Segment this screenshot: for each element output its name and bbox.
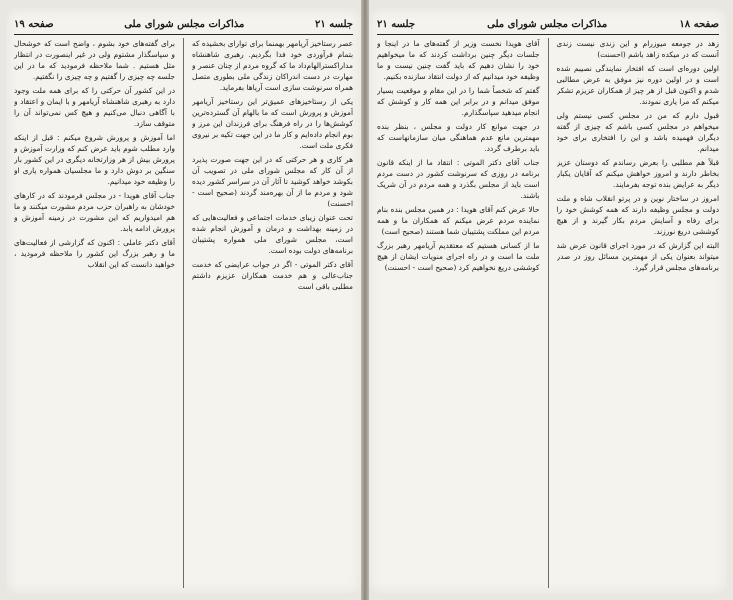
left-page-session: جلسه ۲۱ xyxy=(314,18,353,30)
paragraph: امروز در ساختار نوین و در پرتو انقلاب شاه و ملت دولت و مجلس وظیفه دارند که همه کوشش خود را برای رفاه و آسایش مردم بکار گیرند و از هیچ کوششی دریغ نورزند. xyxy=(556,194,719,236)
paragraph: تحت عنوان زیبای خدمات اجتماعی و فعالیت‌هایی که در زمینه بهداشت و درمان و آموزش انجام شده است، مجلس شورای ملی همواره پشتیبان برنامه‌های دولت بوده است. xyxy=(192,213,353,255)
paragraph: قبول دارم که من در مجلس کسی نیستم ولی میخواهم در مجلس کسی باشم که چیزی از گفته دیگران فهمیده باشد و این را افتخاری برای خود میدانم. xyxy=(556,111,719,153)
left-page-column-right xyxy=(192,38,353,588)
right-page-session: جلسه ۲۱ xyxy=(377,18,416,30)
paragraph: یکی از رستاخیزهای عمیق‌تر این رستاخیز آریامهر آموزش و پرورش است که ما بالهام آن گسترده‌ترین کوشش‌ها را در راه فرهنگ برای فرزندان این مرز و بوم انجام داده‌ایم و کار ما در این جهت تکیه بر نیروی فکری ملت است. xyxy=(192,97,353,150)
paragraph: جناب آقای دکتر الموتی : انتقاد ما از اینکه قانون برنامه در روزی که سرنوشت کشور در دست مردم است باید از مجلس بگذرد و همه مردم در آن شریک باشند. xyxy=(377,158,540,200)
paragraph: حالا عرض کنم آقای هویدا : در همین مجلس بنده بنام نماینده مردم عرض میکنم که همکاران ما و همه مردم این مملکت پشتیبان شما هستند (صحیح است) xyxy=(377,205,540,236)
paragraph: زهد در جومعه میوزرام و این زندی نیست زندی آنست که در میکده زاهد باشم (احسنت) xyxy=(556,39,719,59)
paragraph: گفتم که شخصاً شما را در این مقام و موقعیت بسیار موفق میدانم و در برابر این همه کار و کوشش که انجام میدهید سپاسگذارم. xyxy=(377,86,540,117)
left-page xyxy=(6,8,361,594)
left-page-header xyxy=(14,14,353,35)
left-page-columns xyxy=(14,38,353,588)
paragraph: قبلاً هم مطلبی را بعرض رساندم که دوستان عزیز بخاطر دارند و امروز خواهش میکنم که آقایان یکبار دیگر به عرایض بنده توجه بفرمایند. xyxy=(556,158,719,189)
right-page-column-right xyxy=(557,38,720,588)
paragraph: در این کشور آن حرکتی را که برای همه ملت وجود دارد به رهبری شاهنشاه آریامهر و با ایمان و اعتقاد و با آگاهی دنبال می‌کنیم و هیچ کس نمی‌تواند آن را متوقف سازد. xyxy=(14,86,175,128)
right-page-header xyxy=(377,14,719,35)
paragraph: اما آموزش و پرورش شروع میکنم : قبل از اینکه وارد مطلب شوم باید عرض کنم که وزارت آموزش و پرورش بیش از هر وزارتخانه دیگری در این کشور بار سنگین بر دوش دارد و ما مجلسیان همواره یاری او را وظیفه خود میدانیم. xyxy=(14,133,175,186)
paragraph: آقای هویدا نخست وزیر از گفته‌های ما در اینجا و جلسات دیگر چنین برداشت کردند که ما میخواهیم خود را نشان دهیم که باید گفت چنین نیست و ما وظیفه خود میدانیم که از دولت انتقاد سازنده بکنیم. xyxy=(377,39,540,81)
paragraph: هر کاری و هر حرکتی که در این جهت صورت پذیرد از آن کار که مجلس شورای ملی در تصویب آن بکوشد خواهد کوشید تا آثار آن در سراسر کشور دیده شود و مردم ما از آن بهره‌مند گردند (صحیح است - احسنت) xyxy=(192,155,353,208)
left-page-title: مذاکرات مجلس شورای ملی xyxy=(124,18,245,30)
paragraph: جناب آقای هویدا - در مجلس فرمودند که در کارهای خودشان به راهبران حزب مردم مشورت میکنند و ما هم امیدواریم که این مشورت در زمینه آموزش و پرورش ادامه یابد. xyxy=(14,191,175,233)
right-page-column-left xyxy=(377,38,540,588)
paragraph: در جهت موانع کار دولت و مجلس ، بنظر بنده مهمترین مانع عدم هماهنگی میان سازمانهاست که باید برطرف گردد. xyxy=(377,122,540,153)
left-page-column-left xyxy=(14,38,175,588)
paragraph: البته این گزارش که در مورد اجرای قانون عرض شد میتواند بعنوان یکی از مهمترین مسائل روز در صدر برنامه‌های مجلس قرار گیرد. xyxy=(556,241,719,272)
paragraph: عصر رستاخیز آریامهر بهمنما برای توارای بخشیده که بتمام فرآوردی خود فدا بگردیم. رهبری شاهنشاه مداراکسترالهام‌داد ما که گروه مردم از چنان عنصر و مهارت در دست اندراکان زندگی ملی بطوری متصل همراه سرنوشت سازی است آریاها بفرماید. xyxy=(192,39,353,92)
right-page-title: مذاکرات مجلس شورای ملی xyxy=(487,18,608,30)
book-gutter xyxy=(361,0,369,600)
column-divider xyxy=(183,38,184,588)
paragraph: آقای دکتر عاملی : اکنون که گزارشی از فعالیت‌های ما و رهبر بزرگ این کشور را ملاحظه فرمودید ، خواهید دانست که این انقلاب xyxy=(14,238,175,269)
paragraph: آقای دکتر الموتی - اگر در جواب عرایضی که خدمت جناب‌عالی و هم خدمت همکاران عزیزم داشتم مطلبی باقی است xyxy=(192,260,353,291)
paragraph: ما از کسانی هستیم که معتقدیم آریامهر رهبر بزرگ ملت ما است و در راه اجرای منویات ایشان از هیچ کوششی دریغ نخواهیم کرد (صحیح است - احسنت) xyxy=(377,241,540,272)
left-page-number: صفحه ۱۹ xyxy=(14,18,54,30)
right-page xyxy=(369,8,727,594)
right-page-number: صفحه ۱۸ xyxy=(679,18,719,30)
paragraph: اولین دوره‌ای است که افتخار نمایندگی نصیبم شده است و در اولین دوره نیز موفق به عرض مطالبی شدم و اکنون قبل از هر چیز از همکاران عزیزم تشکر میکنم که مرا یاری نمودند. xyxy=(556,64,719,106)
right-page-columns xyxy=(377,38,719,588)
paragraph: برای گفته‌های خود بشوم ، واضح است که خوشحال و سپاسگذار مشتوم ولی در غیر اینصورت در انتظار مثل هستیم . شما ملاحظه فرمودید که ما در این جلسه چه چیزی را گفتیم و چه چیزی را نگفتیم. xyxy=(14,39,175,81)
column-divider xyxy=(548,38,549,588)
